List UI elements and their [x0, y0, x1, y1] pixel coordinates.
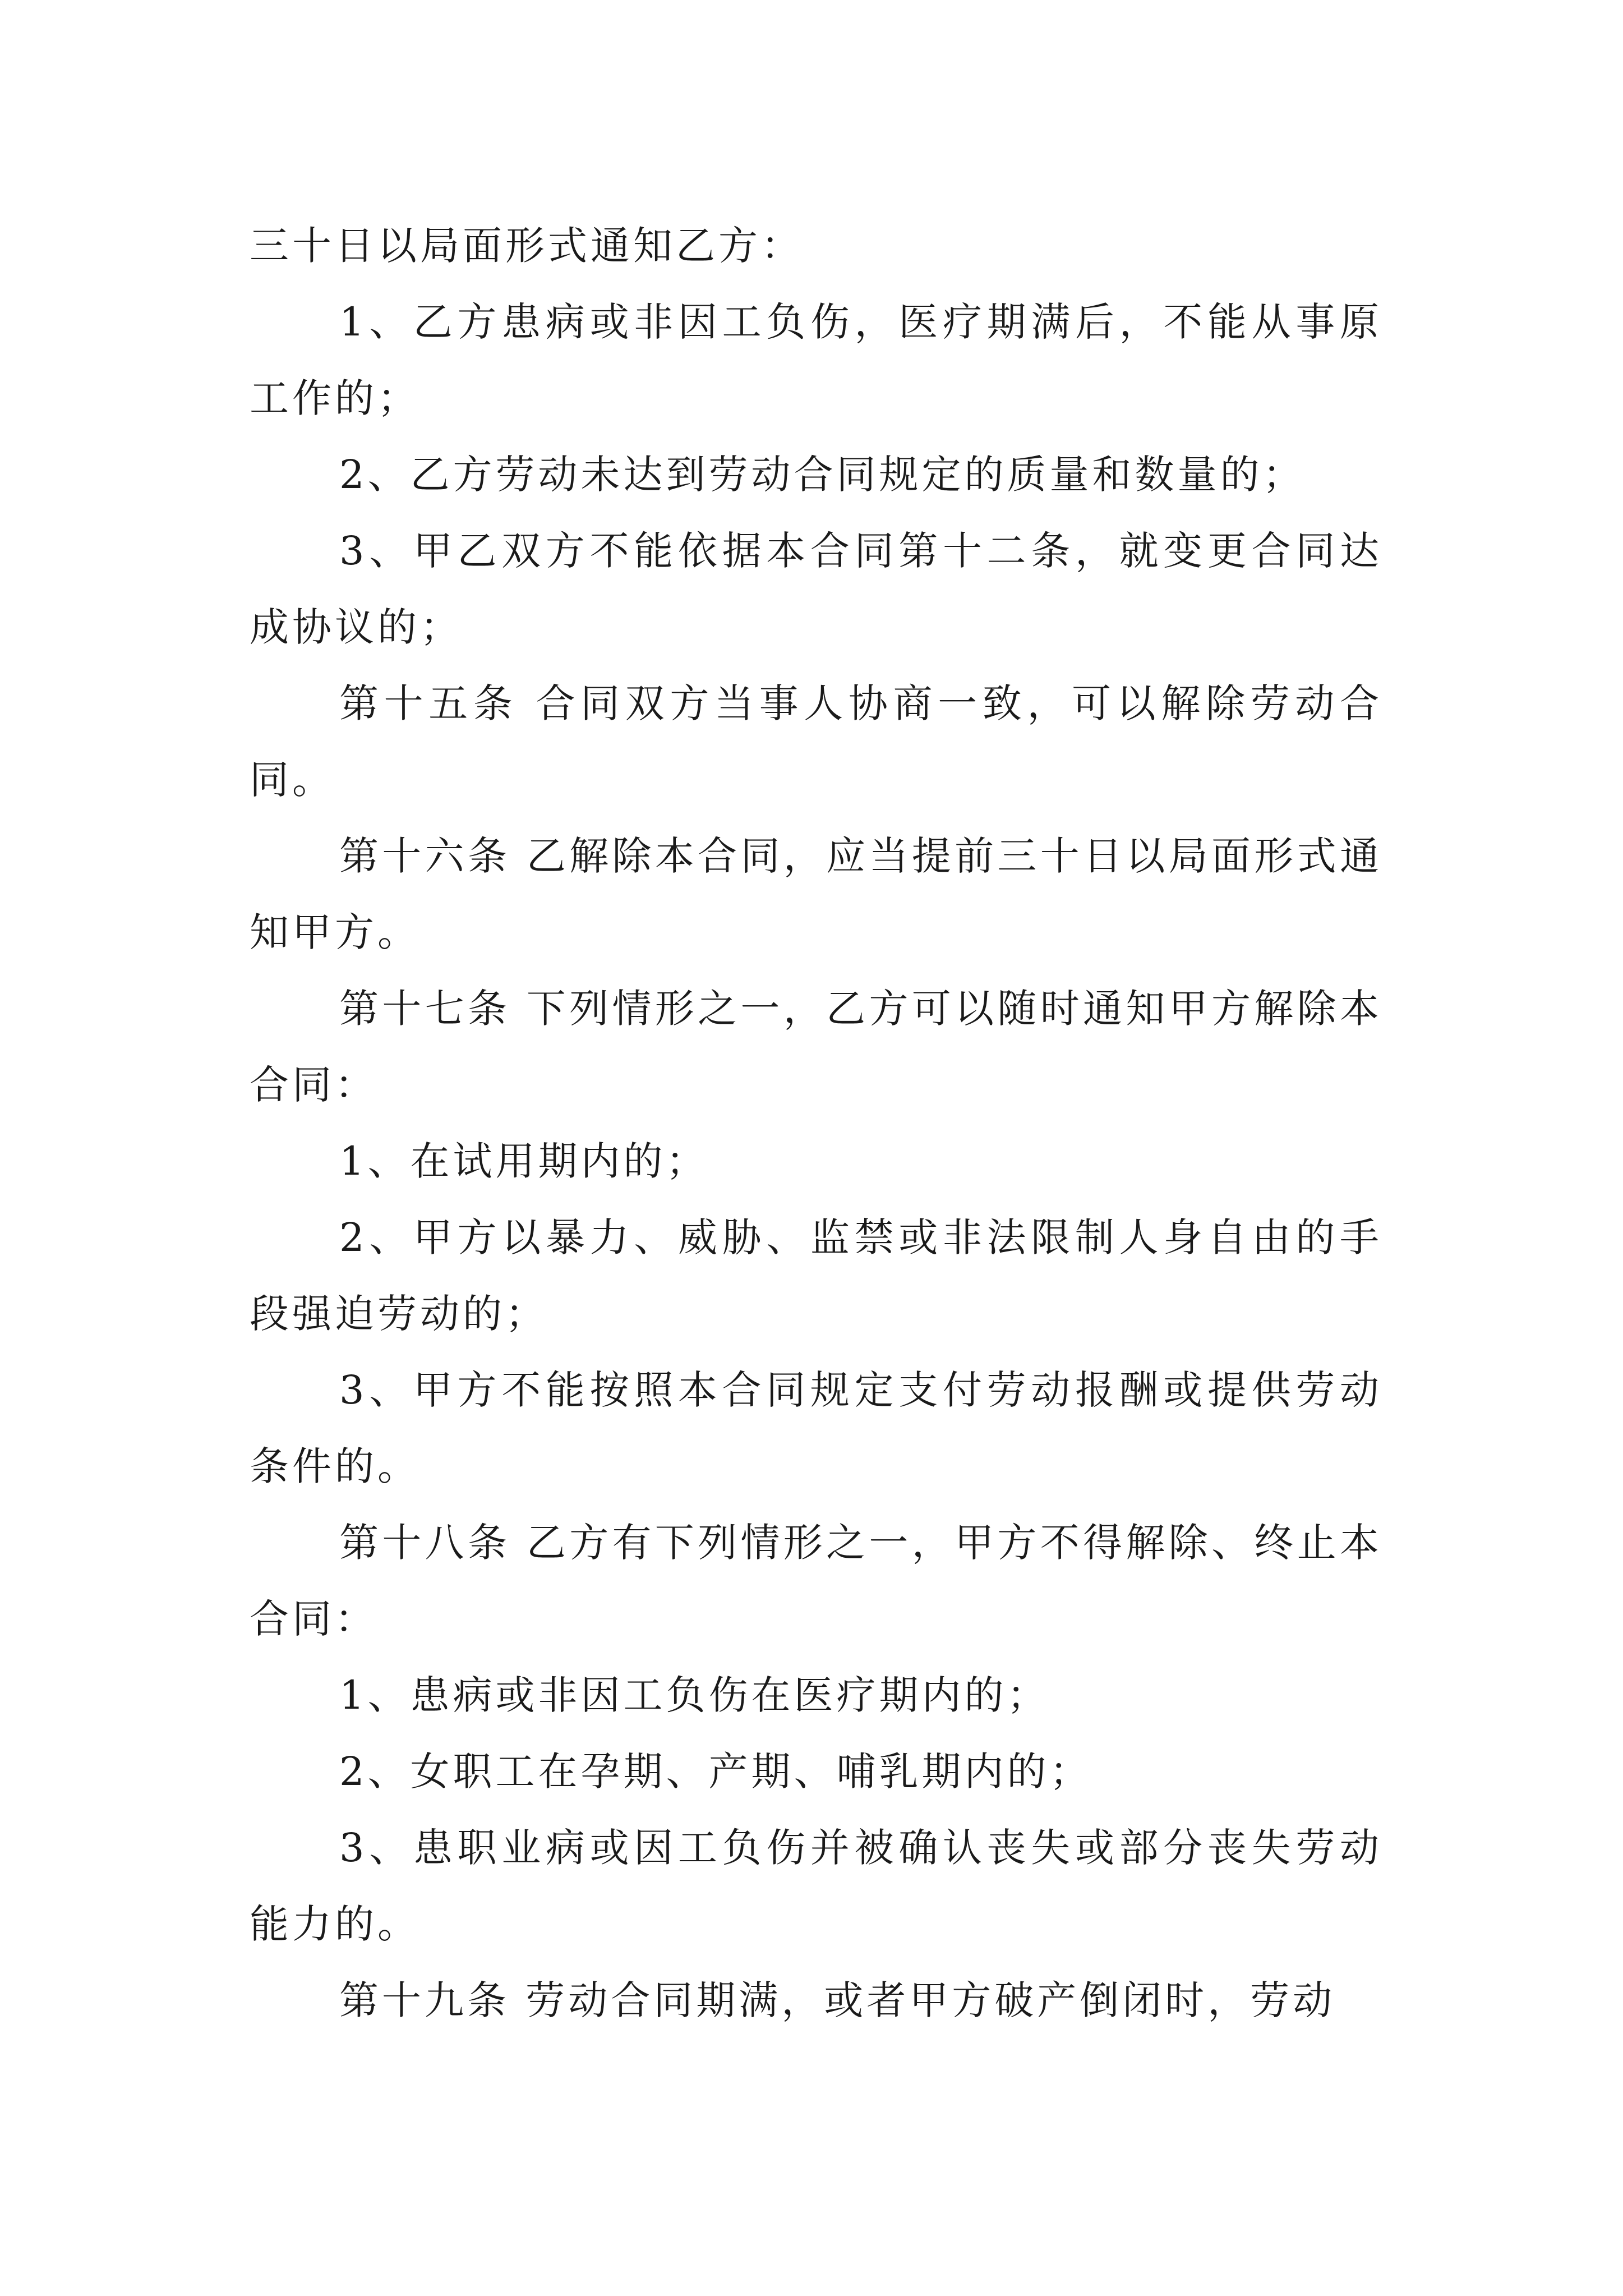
article-paragraph: 第十九条 劳动合同期满，或者甲方破产倒闭时，劳动	[339, 1977, 1336, 2023]
paragraph: 2、女职工在孕期、产期、哺乳期内的；	[339, 1749, 1092, 1795]
article-paragraph: 第十五条 合同双方当事人协商一致，可以解除劳动合同。	[250, 680, 1382, 803]
paragraph: 3、患职业病或因工负伤并被确认丧失或部分丧失劳动能力的。	[250, 1825, 1382, 1947]
article-paragraph: 第十七条 下列情形之一，乙方可以随时通知甲方解除本合同：	[250, 986, 1382, 1108]
paragraph: 2、甲方以暴力、威胁、监禁或非法限制人身自由的手段强迫劳动的；	[250, 1214, 1382, 1337]
document-body	[250, 208, 1382, 2039]
article-paragraph: 第十八条 乙方有下列情形之一，甲方不得解除、终止本合同：	[250, 1520, 1382, 1642]
paragraph: 3、甲乙双方不能依据本合同第十二条，就变更合同达成协议的；	[250, 528, 1382, 650]
paragraph: 1、患病或非因工负伤在医疗期内的；	[339, 1672, 1050, 1718]
paragraph: 2、乙方劳动未达到劳动合同规定的质量和数量的；	[339, 452, 1306, 498]
article-paragraph: 第十六条 乙解除本合同，应当提前三十日以局面形式通知甲方。	[250, 833, 1382, 955]
paragraph: 3、甲方不能按照本合同规定支付劳动报酬或提供劳动条件的。	[250, 1367, 1382, 1489]
paragraph: 三十日以局面形式通知乙方：	[250, 223, 804, 269]
paragraph: 1、在试用期内的；	[339, 1138, 709, 1184]
paragraph: 1、乙方患病或非因工负伤，医疗期满后，不能从事原工作的；	[250, 299, 1382, 421]
